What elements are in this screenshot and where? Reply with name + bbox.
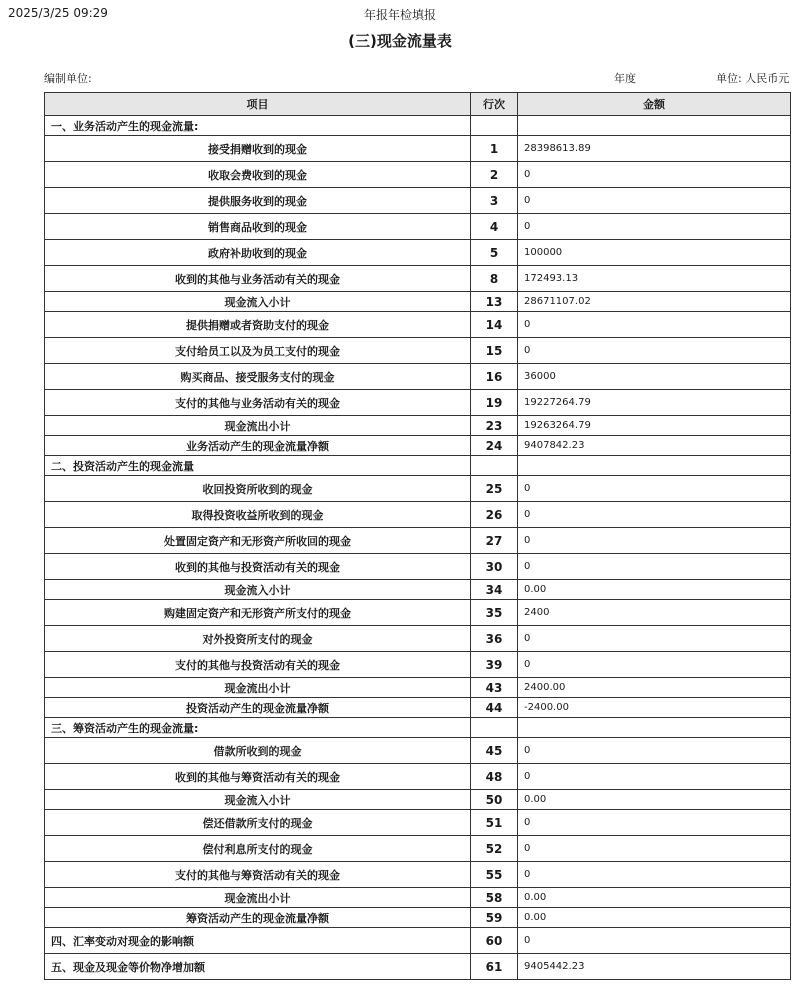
amount-value: 0 bbox=[518, 652, 791, 678]
amount-value: 0.00 bbox=[518, 908, 791, 928]
amount-value: 0 bbox=[518, 338, 791, 364]
line-number: 43 bbox=[471, 678, 518, 698]
amount-value: 9405442.23 bbox=[518, 954, 791, 980]
item-label: 支付的其他与筹资活动有关的现金 bbox=[45, 862, 471, 888]
line-number: 30 bbox=[471, 554, 518, 580]
amount-value: 19263264.79 bbox=[518, 416, 791, 436]
amount-value: 9407842.23 bbox=[518, 436, 791, 456]
section-label: 三、筹资活动产生的现金流量: bbox=[45, 718, 471, 738]
table-row bbox=[45, 888, 791, 908]
line-number: 2 bbox=[471, 162, 518, 188]
amount-value bbox=[518, 718, 791, 738]
line-number: 16 bbox=[471, 364, 518, 390]
amount-value: 0 bbox=[518, 188, 791, 214]
item-label: 现金流入小计 bbox=[45, 790, 471, 810]
table-row bbox=[45, 764, 791, 790]
table-row bbox=[45, 738, 791, 764]
section-label: 五、现金及现金等价物净增加额 bbox=[45, 954, 471, 980]
line-number: 58 bbox=[471, 888, 518, 908]
line-number: 5 bbox=[471, 240, 518, 266]
line-number bbox=[471, 456, 518, 476]
line-number: 15 bbox=[471, 338, 518, 364]
table-row bbox=[45, 810, 791, 836]
amount-value: 0 bbox=[518, 862, 791, 888]
table-row bbox=[45, 836, 791, 862]
year-label: 年度 bbox=[614, 72, 636, 85]
item-label: 处置固定资产和无形资产所收回的现金 bbox=[45, 528, 471, 554]
item-label: 支付给员工以及为员工支付的现金 bbox=[45, 338, 471, 364]
table-row bbox=[45, 580, 791, 600]
table-row bbox=[45, 718, 791, 738]
table-row bbox=[45, 338, 791, 364]
item-label: 现金流出小计 bbox=[45, 678, 471, 698]
column-header-item: 项目 bbox=[45, 93, 471, 116]
table-row bbox=[45, 214, 791, 240]
item-label: 现金流入小计 bbox=[45, 580, 471, 600]
line-number: 61 bbox=[471, 954, 518, 980]
item-label: 偿付利息所支付的现金 bbox=[45, 836, 471, 862]
cash-flow-table bbox=[44, 92, 791, 980]
item-label: 支付的其他与业务活动有关的现金 bbox=[45, 390, 471, 416]
item-label: 收回投资所收到的现金 bbox=[45, 476, 471, 502]
print-datetime: 2025/3/25 09:29 bbox=[8, 6, 108, 20]
line-number: 14 bbox=[471, 312, 518, 338]
table-row bbox=[45, 502, 791, 528]
table-row bbox=[45, 240, 791, 266]
amount-value: 0 bbox=[518, 626, 791, 652]
item-label: 支付的其他与投资活动有关的现金 bbox=[45, 652, 471, 678]
item-label: 收到的其他与投资活动有关的现金 bbox=[45, 554, 471, 580]
line-number: 23 bbox=[471, 416, 518, 436]
item-label: 收取会费收到的现金 bbox=[45, 162, 471, 188]
table-row bbox=[45, 292, 791, 312]
item-label: 销售商品收到的现金 bbox=[45, 214, 471, 240]
amount-value: 0 bbox=[518, 502, 791, 528]
form-title: (三)现金流量表 bbox=[348, 32, 452, 50]
item-label: 业务活动产生的现金流量净额 bbox=[45, 436, 471, 456]
line-number: 60 bbox=[471, 928, 518, 954]
table-row bbox=[45, 436, 791, 456]
item-label: 现金流出小计 bbox=[45, 416, 471, 436]
line-number: 39 bbox=[471, 652, 518, 678]
table-row bbox=[45, 652, 791, 678]
table-row bbox=[45, 266, 791, 292]
item-label: 现金流入小计 bbox=[45, 292, 471, 312]
line-number bbox=[471, 116, 518, 136]
amount-value: 0 bbox=[518, 810, 791, 836]
item-label: 筹资活动产生的现金流量净额 bbox=[45, 908, 471, 928]
table-row bbox=[45, 908, 791, 928]
line-number: 44 bbox=[471, 698, 518, 718]
line-number: 51 bbox=[471, 810, 518, 836]
column-header-amount: 金额 bbox=[518, 93, 791, 116]
item-label: 偿还借款所支付的现金 bbox=[45, 810, 471, 836]
amount-value: 172493.13 bbox=[518, 266, 791, 292]
line-number: 59 bbox=[471, 908, 518, 928]
amount-value: 0 bbox=[518, 528, 791, 554]
item-label: 收到的其他与业务活动有关的现金 bbox=[45, 266, 471, 292]
amount-value: 0 bbox=[518, 764, 791, 790]
section-label: 二、投资活动产生的现金流量 bbox=[45, 456, 471, 476]
amount-value: 100000 bbox=[518, 240, 791, 266]
amount-value: 0.00 bbox=[518, 790, 791, 810]
amount-value: 0 bbox=[518, 214, 791, 240]
table-row bbox=[45, 390, 791, 416]
amount-value: 28671107.02 bbox=[518, 292, 791, 312]
line-number: 48 bbox=[471, 764, 518, 790]
table-row bbox=[45, 790, 791, 810]
table-row bbox=[45, 136, 791, 162]
line-number: 27 bbox=[471, 528, 518, 554]
amount-value: 2400 bbox=[518, 600, 791, 626]
line-number: 55 bbox=[471, 862, 518, 888]
line-number: 36 bbox=[471, 626, 518, 652]
section-label: 一、业务活动产生的现金流量: bbox=[45, 116, 471, 136]
item-label: 提供服务收到的现金 bbox=[45, 188, 471, 214]
table-row bbox=[45, 600, 791, 626]
line-number: 25 bbox=[471, 476, 518, 502]
amount-value bbox=[518, 116, 791, 136]
org-label: 编制单位: bbox=[44, 72, 92, 85]
amount-value bbox=[518, 456, 791, 476]
line-number: 45 bbox=[471, 738, 518, 764]
section-label: 四、汇率变动对现金的影响额 bbox=[45, 928, 471, 954]
table-row bbox=[45, 862, 791, 888]
item-label: 购买商品、接受服务支付的现金 bbox=[45, 364, 471, 390]
line-number bbox=[471, 718, 518, 738]
item-label: 收到的其他与筹资活动有关的现金 bbox=[45, 764, 471, 790]
table-row bbox=[45, 188, 791, 214]
table-row bbox=[45, 476, 791, 502]
line-number: 8 bbox=[471, 266, 518, 292]
line-number: 13 bbox=[471, 292, 518, 312]
amount-value: 19227264.79 bbox=[518, 390, 791, 416]
item-label: 购建固定资产和无形资产所支付的现金 bbox=[45, 600, 471, 626]
item-label: 对外投资所支付的现金 bbox=[45, 626, 471, 652]
amount-value: 0 bbox=[518, 928, 791, 954]
amount-value: 0 bbox=[518, 312, 791, 338]
table-row bbox=[45, 162, 791, 188]
currency-label: 单位: 人民币元 bbox=[716, 72, 790, 85]
table-row bbox=[45, 954, 791, 980]
amount-value: 0 bbox=[518, 836, 791, 862]
table-row bbox=[45, 678, 791, 698]
table-row bbox=[45, 312, 791, 338]
amount-value: 0 bbox=[518, 162, 791, 188]
item-label: 现金流出小计 bbox=[45, 888, 471, 908]
table-row bbox=[45, 116, 791, 136]
table-row bbox=[45, 364, 791, 390]
header-title: 年报年检填报 bbox=[363, 8, 436, 22]
item-label: 投资活动产生的现金流量净额 bbox=[45, 698, 471, 718]
line-number: 3 bbox=[471, 188, 518, 214]
line-number: 35 bbox=[471, 600, 518, 626]
amount-value: 36000 bbox=[518, 364, 791, 390]
amount-value: 0 bbox=[518, 476, 791, 502]
line-number: 1 bbox=[471, 136, 518, 162]
amount-value: 0 bbox=[518, 738, 791, 764]
table-row bbox=[45, 416, 791, 436]
item-label: 借款所收到的现金 bbox=[45, 738, 471, 764]
line-number: 19 bbox=[471, 390, 518, 416]
amount-value: 0.00 bbox=[518, 888, 791, 908]
column-header-line: 行次 bbox=[471, 93, 518, 116]
table-row bbox=[45, 528, 791, 554]
line-number: 26 bbox=[471, 502, 518, 528]
amount-value: 28398613.89 bbox=[518, 136, 791, 162]
table-row bbox=[45, 626, 791, 652]
amount-value: 0.00 bbox=[518, 580, 791, 600]
item-label: 政府补助收到的现金 bbox=[45, 240, 471, 266]
line-number: 50 bbox=[471, 790, 518, 810]
amount-value: 0 bbox=[518, 554, 791, 580]
item-label: 提供捐赠或者资助支付的现金 bbox=[45, 312, 471, 338]
table-row bbox=[45, 554, 791, 580]
table-row bbox=[45, 928, 791, 954]
item-label: 取得投资收益所收到的现金 bbox=[45, 502, 471, 528]
amount-value: -2400.00 bbox=[518, 698, 791, 718]
table-row bbox=[45, 698, 791, 718]
item-label: 接受捐赠收到的现金 bbox=[45, 136, 471, 162]
line-number: 34 bbox=[471, 580, 518, 600]
table-row bbox=[45, 456, 791, 476]
line-number: 52 bbox=[471, 836, 518, 862]
line-number: 4 bbox=[471, 214, 518, 240]
line-number: 24 bbox=[471, 436, 518, 456]
table-body bbox=[45, 116, 791, 980]
amount-value: 2400.00 bbox=[518, 678, 791, 698]
table-header-row bbox=[45, 93, 791, 116]
